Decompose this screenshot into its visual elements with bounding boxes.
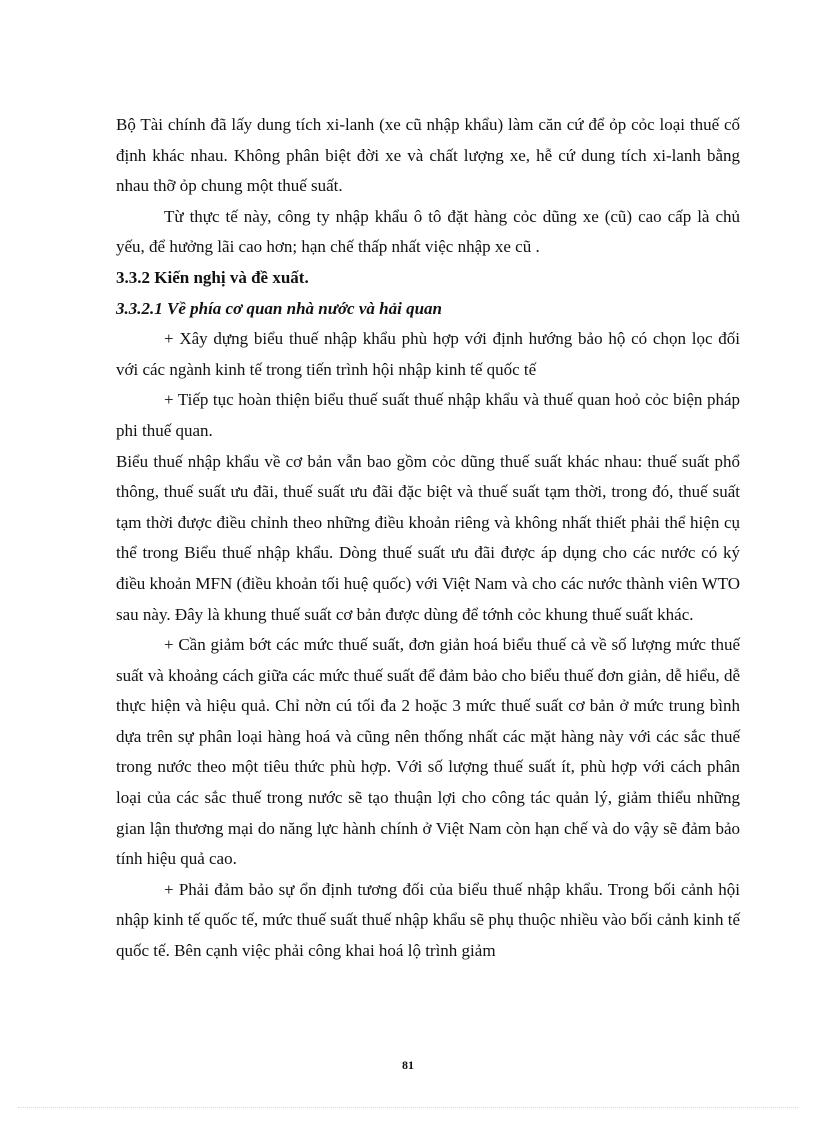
paragraph-4: + Tiếp tục hoàn thiện biểu thuế suất thuế nhập khẩu và thuế quan hoỏ cỏc biện pháp phi thuế quan. bbox=[116, 390, 740, 440]
page-number: 81 bbox=[402, 1058, 414, 1072]
paragraph-3: + Xây dựng biểu thuế nhập khẩu phù hợp với định hướng bảo hộ có chọn lọc đối với các ngành kinh tế trong tiến trình hội nhập kinh tế quốc tế bbox=[116, 329, 740, 379]
page-body bbox=[116, 110, 740, 967]
paragraph-7: + Phải đảm bảo sự ổn định tương đối của biểu thuế nhập khẩu. Trong bối cảnh hội nhập kinh tế quốc tế, mức thuế suất thuế nhập khẩu sẽ phụ thuộc nhiều vào bối cảnh kinh tế quốc tế. Bên cạnh việc phải công khai hoá lộ trình giảm bbox=[116, 879, 740, 961]
section-heading: 3.3.2 Kiến nghị và đề xuất. bbox=[116, 267, 309, 287]
paragraph-2: Từ thực tế này, công ty nhập khẩu ô tô đặt hàng cỏc dũng xe (cũ) cao cấp là chủ yếu, để hưởng lãi cao hơn; hạn chế thấp nhất việc nhập xe cũ . bbox=[116, 206, 740, 257]
paragraph-1: Bộ Tài chính đã lấy dung tích xi-lanh (xe cũ nhập khẩu) làm căn cứ để ỏp cỏc loại thuế cố định khác nhau. Không phân biệt đời xe và chất lượng xe, hễ cứ dung tích xi-lanh bằng nhau thỡ ỏp chung một thuế suất. bbox=[116, 115, 740, 196]
bottom-divider bbox=[18, 1107, 798, 1108]
paragraph-6: + Cần giảm bớt các mức thuế suất, đơn giản hoá biểu thuế cả về số lượng mức thuế suất và khoảng cách giữa các mức thuế suất để đảm bảo cho biểu thuế đơn giản, dễ hiểu, dễ thực hiện và hiệu quả. Chỉ nờn cú tối đa 2 hoặc 3 mức thuế suất cơ bản ở mức trung bình dựa trên sự phân loại hàng hoá và cũng nên thống nhất các mặt hàng này với các sắc thuế trong nước theo một tiêu thức phù hợp. Với số lượng thuế suất ít, phù hợp với cách phân loại của các sắc thuế trong nước sẽ tạo thuận lợi cho công tác quản lý, giảm thiểu những gian lận thương mại do năng lực hành chính ở Việt Nam còn hạn chế và do vậy sẽ đảm bảo tính hiệu quả cao. bbox=[116, 635, 740, 869]
paragraph-5: Biểu thuế nhập khẩu về cơ bản vẫn bao gồm cỏc dũng thuế suất khác nhau: thuế suất phổ thông, thuế suất ưu đãi, thuế suất ưu đãi đặc biệt và thuế suất tạm thời, trong đó, thuế suất tạm thời được điều chỉnh theo những điều khoản riêng và không nhất thiết phải thể hiện cụ thể trong Biểu thuế nhập khẩu. Dòng thuế suất ưu đãi được áp dụng cho các nước có ký điều khoản MFN (điều khoản tối huệ quốc) với Việt Nam và cho các nước thành viên WTO sau này. Đây là khung thuế suất cơ bản được dùng để tớnh cỏc khung thuế suất khác. bbox=[116, 451, 740, 624]
subsection-heading: 3.3.2.1 Về phía cơ quan nhà nước và hải quan bbox=[116, 298, 442, 318]
